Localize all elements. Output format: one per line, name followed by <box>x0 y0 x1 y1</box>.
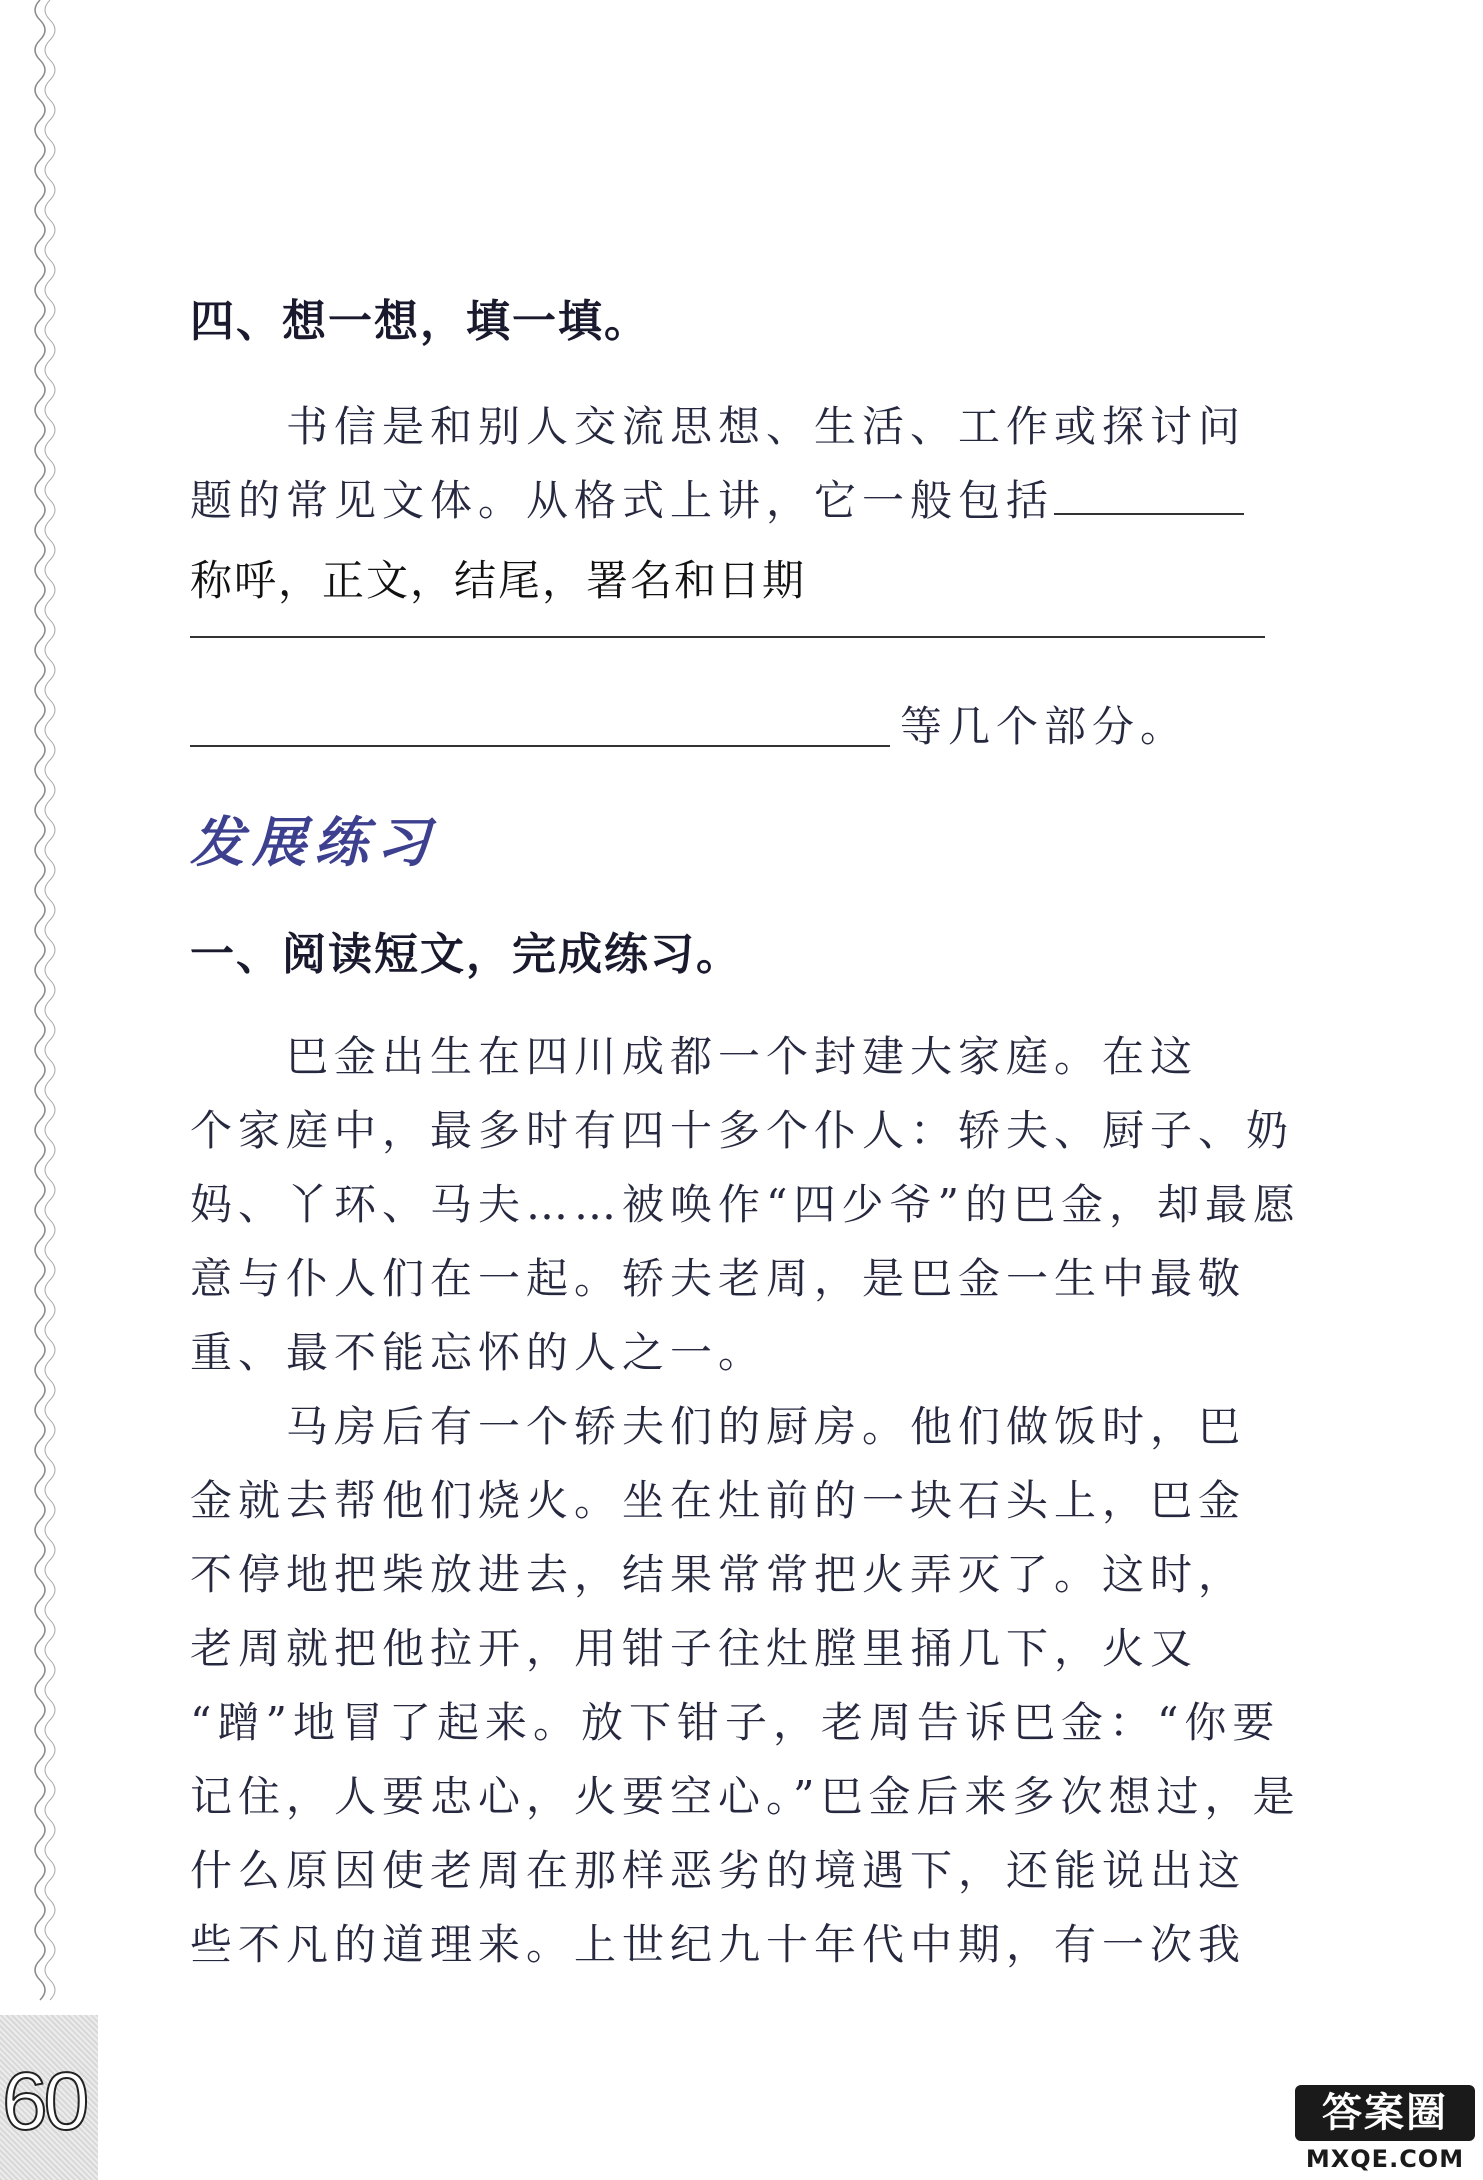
watermark-logo <box>1295 2085 1475 2175</box>
passage-line: 些不凡的道理来。上世纪九十年代中期，有一次我 <box>190 1920 1247 1969</box>
answer-blank-2[interactable] <box>190 636 1265 638</box>
answer-blank-3[interactable] <box>190 745 890 747</box>
passage-line: 老周就把他拉开，用钳子往灶膛里捅几下，火又 <box>190 1624 1199 1673</box>
section-title: 发展练习 <box>190 811 438 874</box>
handwritten-answer: 称呼，正文，结尾，署名和日期 <box>190 556 807 605</box>
question4-paragraph <box>190 390 1265 538</box>
page-number: 60 <box>2 2056 86 2147</box>
question4-tail: 等几个部分。 <box>900 702 1189 751</box>
passage-line: 巴金出生在四川成都一个封建大家庭。在这 <box>286 1032 1199 1081</box>
question4-line2: 题的常见文体。从格式上讲，它一般包括 <box>190 476 1055 525</box>
passage-line: 不停地把柴放进去，结果常常把火弄灭了。这时， <box>190 1550 1247 1599</box>
watermark-url: MXQE.COM <box>1305 2145 1465 2173</box>
question1-heading: 一、阅读短文，完成练习。 <box>190 929 742 980</box>
passage-line: 金就去帮他们烧火。坐在灶前的一块石头上，巴金 <box>190 1476 1247 1525</box>
passage-line: 马房后有一个轿夫们的厨房。他们做饭时，巴 <box>286 1402 1247 1451</box>
passage-line: 记住，人要忠心，火要空心。”巴金后来多次想过，是 <box>190 1772 1301 1821</box>
passage-line: 意与仆人们在一起。轿夫老周，是巴金一生中最敬 <box>190 1254 1247 1303</box>
passage-line: “蹭”地冒了起来。放下钳子，老周告诉巴金：“你要 <box>190 1698 1281 1747</box>
passage-line: 妈、丫环、马夫……被唤作“四少爷”的巴金，却最愿 <box>190 1180 1301 1229</box>
question4-line1: 书信是和别人交流思想、生活、工作或探讨问 <box>286 402 1247 451</box>
passage-line: 个家庭中，最多时有四十多个仆人：轿夫、厨子、奶 <box>190 1106 1295 1155</box>
answer-blank-1[interactable] <box>1054 473 1244 515</box>
reading-passage <box>190 1020 1301 1982</box>
question4-heading: 四、想一想，填一填。 <box>190 296 650 347</box>
passage-line: 重、最不能忘怀的人之一。 <box>190 1328 767 1377</box>
watermark-logo-text: 答案圈 <box>1295 2085 1475 2141</box>
passage-line: 什么原因使老周在那样恶劣的境遇下，还能说出这 <box>190 1846 1247 1895</box>
wavy-margin-decoration <box>0 0 70 2180</box>
